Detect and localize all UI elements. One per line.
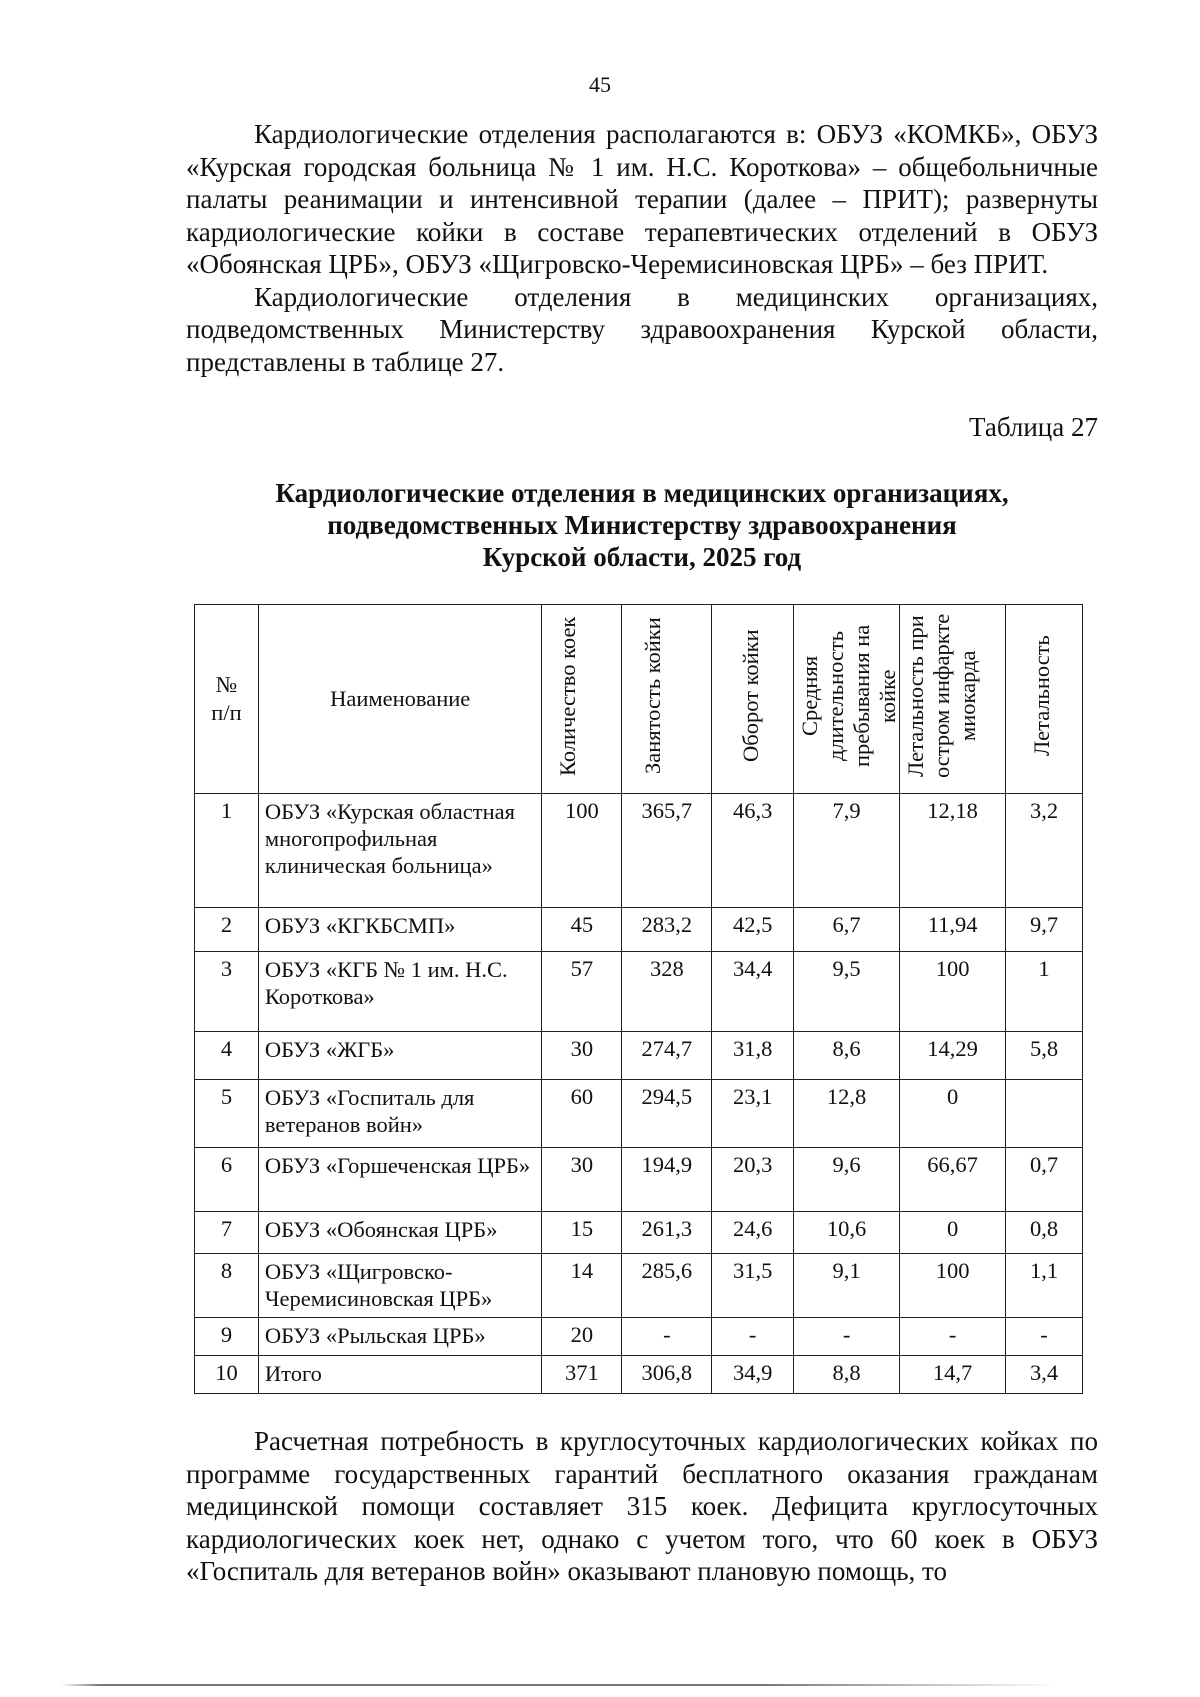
cell-turnover: - (712, 1318, 794, 1356)
cell-turnover: 23,1 (712, 1080, 794, 1148)
cell-num: 3 (195, 952, 259, 1032)
cell-name: ОБУЗ «КГБ № 1 им. Н.С. Короткова» (258, 952, 542, 1032)
cell-ami-mortality: 0 (900, 1212, 1006, 1254)
cell-beds: 45 (542, 908, 622, 952)
data-table (194, 604, 1083, 1394)
cell-num: 9 (195, 1318, 259, 1356)
cell-occupancy: 194,9 (622, 1148, 712, 1212)
cell-num: 4 (195, 1032, 259, 1080)
cell-num: 7 (195, 1212, 259, 1254)
cell-num: 8 (195, 1254, 259, 1318)
cell-ami-mortality: 100 (900, 1254, 1006, 1318)
outro-text (186, 1425, 1098, 1588)
intro-paragraph: Кардиологические отделения в медицинских организациях, подведомственных Министерству здравоохранения Курской области, представлены в таблице 27. (186, 281, 1098, 377)
cell-ami-mortality: 14,29 (900, 1032, 1006, 1080)
cell-turnover: 42,5 (712, 908, 794, 952)
cell-mortality: 5,8 (1006, 1032, 1083, 1080)
cell-num: 2 (195, 908, 259, 952)
cell-occupancy: - (622, 1318, 712, 1356)
cell-mortality: 0,7 (1006, 1148, 1083, 1212)
cell-name: ОБУЗ «КГКБСМП» (258, 908, 542, 952)
header-name: Наименование (258, 605, 542, 794)
cell-beds: 100 (542, 794, 622, 908)
cell-turnover: 46,3 (712, 794, 794, 908)
cell-occupancy: 365,7 (622, 794, 712, 908)
header-occupancy: Занятость койки (622, 605, 712, 794)
table-row (195, 1032, 1083, 1080)
header-num: № п/п (195, 605, 259, 794)
cell-beds: 30 (542, 1148, 622, 1212)
cell-name: ОБУЗ «Курская областная многопрофильная клиническая больница» (258, 794, 542, 908)
cell-num: 1 (195, 794, 259, 908)
table-row (195, 1080, 1083, 1148)
table-header-row (195, 605, 1083, 794)
intro-text (186, 118, 1098, 378)
cell-occupancy: 283,2 (622, 908, 712, 952)
table-title-line: Курской области, 2025 год (482, 542, 802, 572)
cell-mortality: 3,2 (1006, 794, 1083, 908)
cell-occupancy: 285,6 (622, 1254, 712, 1318)
cell-mortality: 1 (1006, 952, 1083, 1032)
cell-avg-stay: 7,9 (794, 794, 900, 908)
table-row (195, 1318, 1083, 1356)
header-turnover: Оборот койки (712, 605, 794, 794)
table-row (195, 1148, 1083, 1212)
cell-ami-mortality: 100 (900, 952, 1006, 1032)
cell-turnover: 24,6 (712, 1212, 794, 1254)
cell-name: ОБУЗ «Рыльская ЦРБ» (258, 1318, 542, 1356)
scan-edge-line (60, 1684, 1060, 1686)
cell-avg-stay: 9,5 (794, 952, 900, 1032)
cell-beds: 30 (542, 1032, 622, 1080)
header-beds: Количество коек (542, 605, 622, 794)
cell-beds: 57 (542, 952, 622, 1032)
cell-turnover: 34,9 (712, 1356, 794, 1394)
cell-num: 6 (195, 1148, 259, 1212)
cell-occupancy: 294,5 (622, 1080, 712, 1148)
cell-num: 5 (195, 1080, 259, 1148)
cell-ami-mortality: 11,94 (900, 908, 1006, 952)
table-row (195, 952, 1083, 1032)
cell-turnover: 31,5 (712, 1254, 794, 1318)
cell-name: ОБУЗ «ЖГБ» (258, 1032, 542, 1080)
cell-name: ОБУЗ «Обоянская ЦРБ» (258, 1212, 542, 1254)
cell-occupancy: 274,7 (622, 1032, 712, 1080)
cell-ami-mortality: 0 (900, 1080, 1006, 1148)
cell-avg-stay: 9,1 (794, 1254, 900, 1318)
table-label: Таблица 27 (969, 412, 1098, 442)
cell-avg-stay: 8,8 (794, 1356, 900, 1394)
cell-turnover: 34,4 (712, 952, 794, 1032)
cell-ami-mortality: 66,67 (900, 1148, 1006, 1212)
header-mortality: Летальность (1006, 605, 1083, 794)
cell-name: ОБУЗ «Горшеченская ЦРБ» (258, 1148, 542, 1212)
cell-avg-stay: 8,6 (794, 1032, 900, 1080)
cell-avg-stay: 6,7 (794, 908, 900, 952)
cell-avg-stay: 9,6 (794, 1148, 900, 1212)
cell-avg-stay: - (794, 1318, 900, 1356)
cell-turnover: 20,3 (712, 1148, 794, 1212)
cell-mortality: 9,7 (1006, 908, 1083, 952)
table-row (195, 1254, 1083, 1318)
cell-turnover: 31,8 (712, 1032, 794, 1080)
cell-name: Итого (258, 1356, 542, 1394)
table-row (195, 1356, 1083, 1394)
table-row (195, 794, 1083, 908)
cell-name: ОБУЗ «Госпиталь для ветеранов войн» (258, 1080, 542, 1148)
table-row (195, 1212, 1083, 1254)
table-title-line: подведомственных Министерству здравоохранения (327, 510, 957, 540)
table-title (186, 477, 1098, 573)
header-ami-mortality: Летальность при остром инфаркте миокарда (900, 605, 1006, 794)
cell-beds: 14 (542, 1254, 622, 1318)
cell-ami-mortality: - (900, 1318, 1006, 1356)
intro-paragraph: Кардиологические отделения располагаются в: ОБУЗ «КОМКБ», ОБУЗ «Курская городская больница № 1 им. Н.С. Короткова» – общебольничные палаты реанимации и интенсивной терапии (далее – ПРИТ); развернуты кардиологические койки в составе терапевтических отделений в ОБУЗ «Обоянская ЦРБ», ОБУЗ «Щигровско-Черемисиновская ЦРБ» – без ПРИТ. (186, 119, 1098, 279)
cell-avg-stay: 12,8 (794, 1080, 900, 1148)
cell-num: 10 (195, 1356, 259, 1394)
cell-mortality: 0,8 (1006, 1212, 1083, 1254)
cell-mortality: 1,1 (1006, 1254, 1083, 1318)
cell-occupancy: 306,8 (622, 1356, 712, 1394)
cell-occupancy: 261,3 (622, 1212, 712, 1254)
cell-mortality: 3,4 (1006, 1356, 1083, 1394)
cell-beds: 15 (542, 1212, 622, 1254)
table-title-line: Кардиологические отделения в медицинских организациях, (275, 478, 1009, 508)
cell-ami-mortality: 12,18 (900, 794, 1006, 908)
cell-ami-mortality: 14,7 (900, 1356, 1006, 1394)
cell-name: ОБУЗ «Щигровско-Черемисиновская ЦРБ» (258, 1254, 542, 1318)
outro-paragraph: Расчетная потребность в круглосуточных кардиологических койках по программе государственных гарантий бесплатного оказания гражданам медицинской помощи составляет 315 коек. Дефицита круглосуточных кардиологических коек нет, однако с учетом того, что 60 коек в ОБУЗ «Госпиталь для ветеранов войн» оказывают плановую помощь, то (186, 1426, 1098, 1586)
page-number: 45 (589, 72, 611, 97)
cell-beds: 371 (542, 1356, 622, 1394)
table-row (195, 908, 1083, 952)
header-avg-stay: Средняя длительность пребывания на койке (794, 605, 900, 794)
cell-occupancy: 328 (622, 952, 712, 1032)
cell-avg-stay: 10,6 (794, 1212, 900, 1254)
cell-mortality (1006, 1080, 1083, 1148)
cell-mortality: - (1006, 1318, 1083, 1356)
cell-beds: 20 (542, 1318, 622, 1356)
cell-beds: 60 (542, 1080, 622, 1148)
